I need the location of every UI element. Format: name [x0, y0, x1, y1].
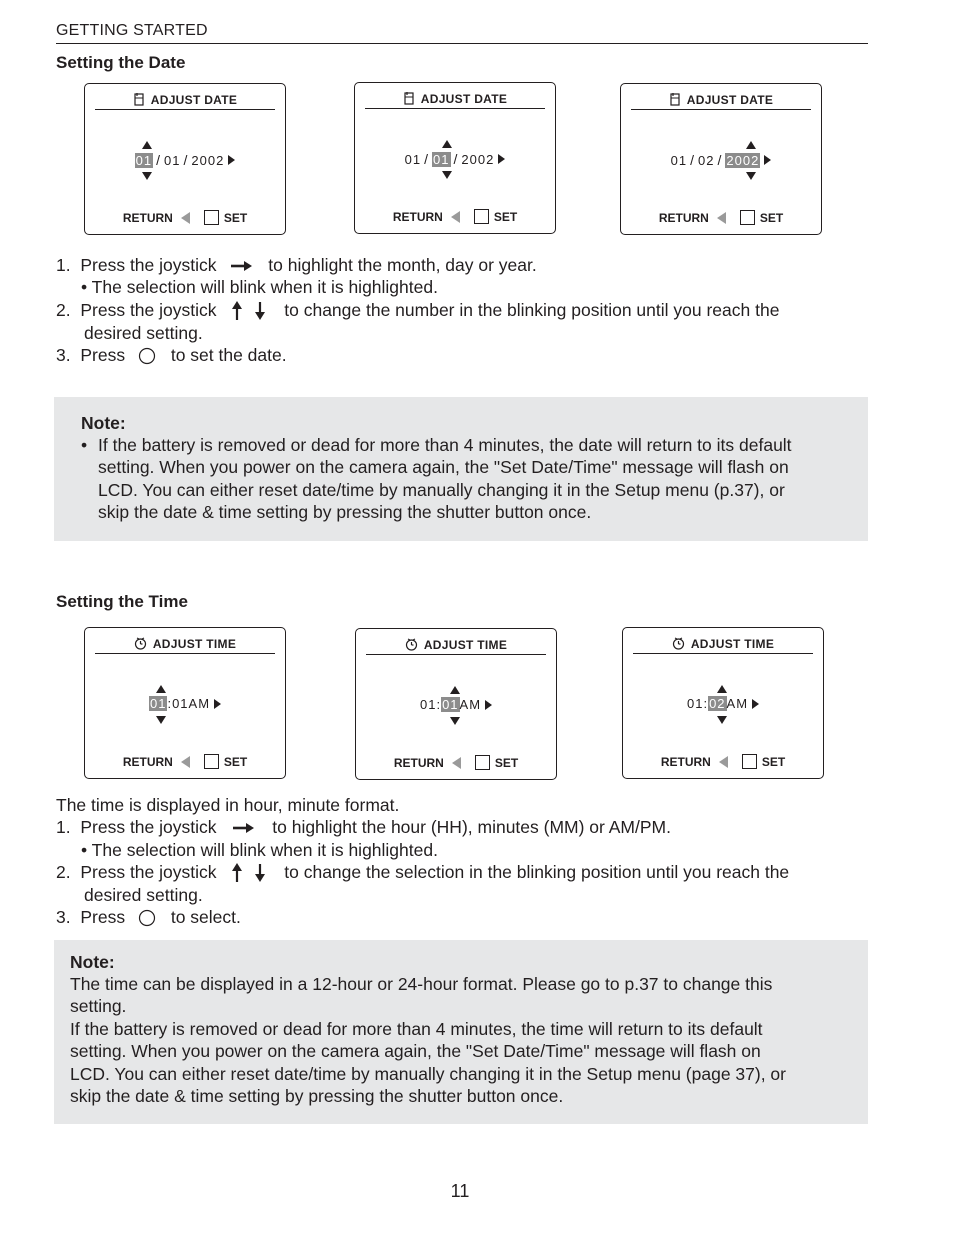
lcd-footer	[356, 755, 556, 770]
time-step-2-cont: desired setting.	[84, 885, 203, 905]
ampm-value: AM	[188, 696, 211, 711]
year-value: 2002	[461, 151, 495, 167]
day-value: 01	[433, 151, 450, 167]
date-screen-month	[84, 83, 286, 235]
time-screen-minute	[355, 628, 557, 780]
calendar-icon	[133, 93, 145, 106]
down-arrow-icon	[746, 172, 756, 180]
set-box-icon	[475, 755, 490, 770]
down-arrow-icon	[442, 171, 452, 179]
left-arrow-icon	[717, 212, 726, 224]
set-box-icon	[474, 209, 489, 224]
up-arrow-icon	[442, 140, 452, 148]
header-rule	[56, 43, 868, 44]
hour-value: 01	[686, 696, 704, 711]
ampm-value: AM	[726, 696, 749, 711]
right-arrow-icon	[498, 154, 505, 164]
month-value: 01	[670, 152, 688, 168]
left-arrow-icon	[181, 212, 190, 224]
month-value: 01	[135, 152, 153, 168]
left-arrow-icon	[452, 757, 461, 769]
right-arrow-icon	[485, 700, 492, 710]
year-value: 2002	[191, 152, 225, 168]
date-step-2: 2. Press the joystick to change the number in the blinking position until you reach the	[56, 300, 780, 320]
time-step-3: 3. Press to select.	[56, 907, 241, 927]
up-arrow-icon	[746, 141, 756, 149]
time-value: 01 : 01 AM	[356, 697, 556, 712]
calendar-icon	[403, 92, 415, 105]
note-text: If the battery is removed or dead for more than 4 minutes, the date will return to its default setting. When you power on the camera again, the "Set Date/Time" message will flash on LCD. You can either reset date/time by manually changing it in the Setup menu (p.37), or skip the date & time setting by pressing the shutter button once.	[98, 435, 792, 523]
ok-button-icon	[138, 909, 156, 927]
lcd-footer	[621, 210, 821, 225]
minute-value: 01	[172, 696, 189, 711]
date-step-1-bullet: • The selection will blink when it is highlighted.	[81, 277, 438, 297]
up-arrow-icon	[717, 685, 727, 693]
date-note	[54, 397, 868, 541]
set-box-icon	[740, 210, 755, 225]
year-value: 2002	[726, 152, 760, 168]
calendar-icon	[669, 93, 681, 106]
joystick-up-down-icon	[229, 863, 269, 883]
date-value: 01 / 01 / 2002	[85, 152, 285, 168]
right-arrow-icon	[764, 155, 771, 165]
right-arrow-icon	[214, 699, 221, 709]
time-section-title: Setting the Time	[56, 592, 188, 611]
date-screen-year	[620, 83, 822, 235]
set-label: SET	[493, 209, 518, 224]
joystick-up-down-icon	[229, 301, 269, 321]
up-arrow-icon	[450, 686, 460, 694]
date-value: 01 / 01 / 2002	[355, 151, 555, 167]
note-bullet: •	[81, 435, 88, 455]
return-label: RETURN	[660, 754, 711, 769]
set-box-icon	[204, 210, 219, 225]
time-step-2: 2. Press the joystick to change the selection in the blinking position until you reach the	[56, 862, 790, 882]
up-arrow-icon	[156, 685, 166, 693]
day-value: 02	[698, 152, 715, 168]
date-step-2-cont: desired setting.	[84, 323, 203, 343]
ok-button-icon	[138, 347, 156, 365]
right-arrow-icon	[752, 699, 759, 709]
section-header: GETTING STARTED	[56, 22, 208, 39]
hour-value: 01	[419, 697, 437, 712]
time-value: 01 : 01 AM	[85, 696, 285, 711]
lcd-footer	[85, 210, 285, 225]
date-step-3: 3. Press to set the date.	[56, 345, 287, 365]
return-label: RETURN	[122, 754, 173, 769]
return-label: RETURN	[393, 755, 444, 770]
set-label: SET	[223, 754, 248, 769]
time-intro: The time is displayed in hour, minute format.	[56, 795, 400, 815]
hour-value: 01	[149, 696, 167, 711]
lcd-heading: ADJUST DATE	[631, 90, 811, 110]
time-value: 01 : 02 AM	[623, 696, 823, 711]
down-arrow-icon	[156, 716, 166, 724]
note-text: The time can be displayed in a 12-hour or 24-hour format. Please go to p.37 to change this setting. If the battery is removed or dead for more than 4 minutes, the time will return to its default setting. When you power on the camera again, the "Set Date/Time" message will flash on LCD. You can either reset date/time by manually changing it in the Setup menu (page 37), or skip the date & time setting by pressing the shutter button once.	[70, 974, 786, 1107]
ampm-value: AM	[459, 697, 482, 712]
left-arrow-icon	[719, 756, 728, 768]
time-note	[54, 940, 868, 1124]
joystick-right-icon	[233, 822, 255, 834]
date-step-1: 1. Press the joystick to highlight the month, day or year.	[56, 255, 537, 275]
day-value: 01	[164, 152, 181, 168]
clock-icon	[405, 638, 418, 651]
lcd-footer	[85, 754, 285, 769]
time-step-1: 1. Press the joystick to highlight the hour (HH), minutes (MM) or AM/PM.	[56, 817, 671, 837]
minute-value: 01	[442, 697, 459, 712]
lcd-heading: ADJUST DATE	[365, 89, 545, 109]
set-label: SET	[761, 754, 786, 769]
lcd-heading: ADJUST TIME	[366, 635, 546, 655]
month-value: 01	[404, 151, 422, 167]
left-arrow-icon	[451, 211, 460, 223]
left-arrow-icon	[181, 756, 190, 768]
down-arrow-icon	[717, 716, 727, 724]
down-arrow-icon	[142, 172, 152, 180]
down-arrow-icon	[450, 717, 460, 725]
date-screen-day	[354, 82, 556, 234]
note-title: Note:	[81, 413, 126, 433]
minute-value: 02	[709, 696, 726, 711]
lcd-heading: ADJUST TIME	[633, 634, 813, 654]
return-label: RETURN	[392, 209, 443, 224]
return-label: RETURN	[122, 210, 173, 225]
note-title: Note:	[70, 952, 115, 972]
time-step-1-bullet: • The selection will blink when it is highlighted.	[81, 840, 438, 860]
lcd-heading: ADJUST DATE	[95, 90, 275, 110]
set-box-icon	[742, 754, 757, 769]
lcd-heading: ADJUST TIME	[95, 634, 275, 654]
page-number: 11	[450, 1181, 470, 1201]
clock-icon	[672, 637, 685, 650]
joystick-right-icon	[231, 260, 253, 272]
date-value: 01 / 02 / 2002	[621, 152, 821, 168]
set-label: SET	[223, 210, 248, 225]
lcd-footer	[355, 209, 555, 224]
up-arrow-icon	[142, 141, 152, 149]
date-section-title: Setting the Date	[56, 53, 186, 72]
right-arrow-icon	[228, 155, 235, 165]
clock-icon	[134, 637, 147, 650]
set-box-icon	[204, 754, 219, 769]
time-screen-hour	[84, 627, 286, 779]
time-screen-minute-changed	[622, 627, 824, 779]
return-label: RETURN	[658, 210, 709, 225]
lcd-footer	[623, 754, 823, 769]
set-label: SET	[494, 755, 519, 770]
set-label: SET	[759, 210, 784, 225]
